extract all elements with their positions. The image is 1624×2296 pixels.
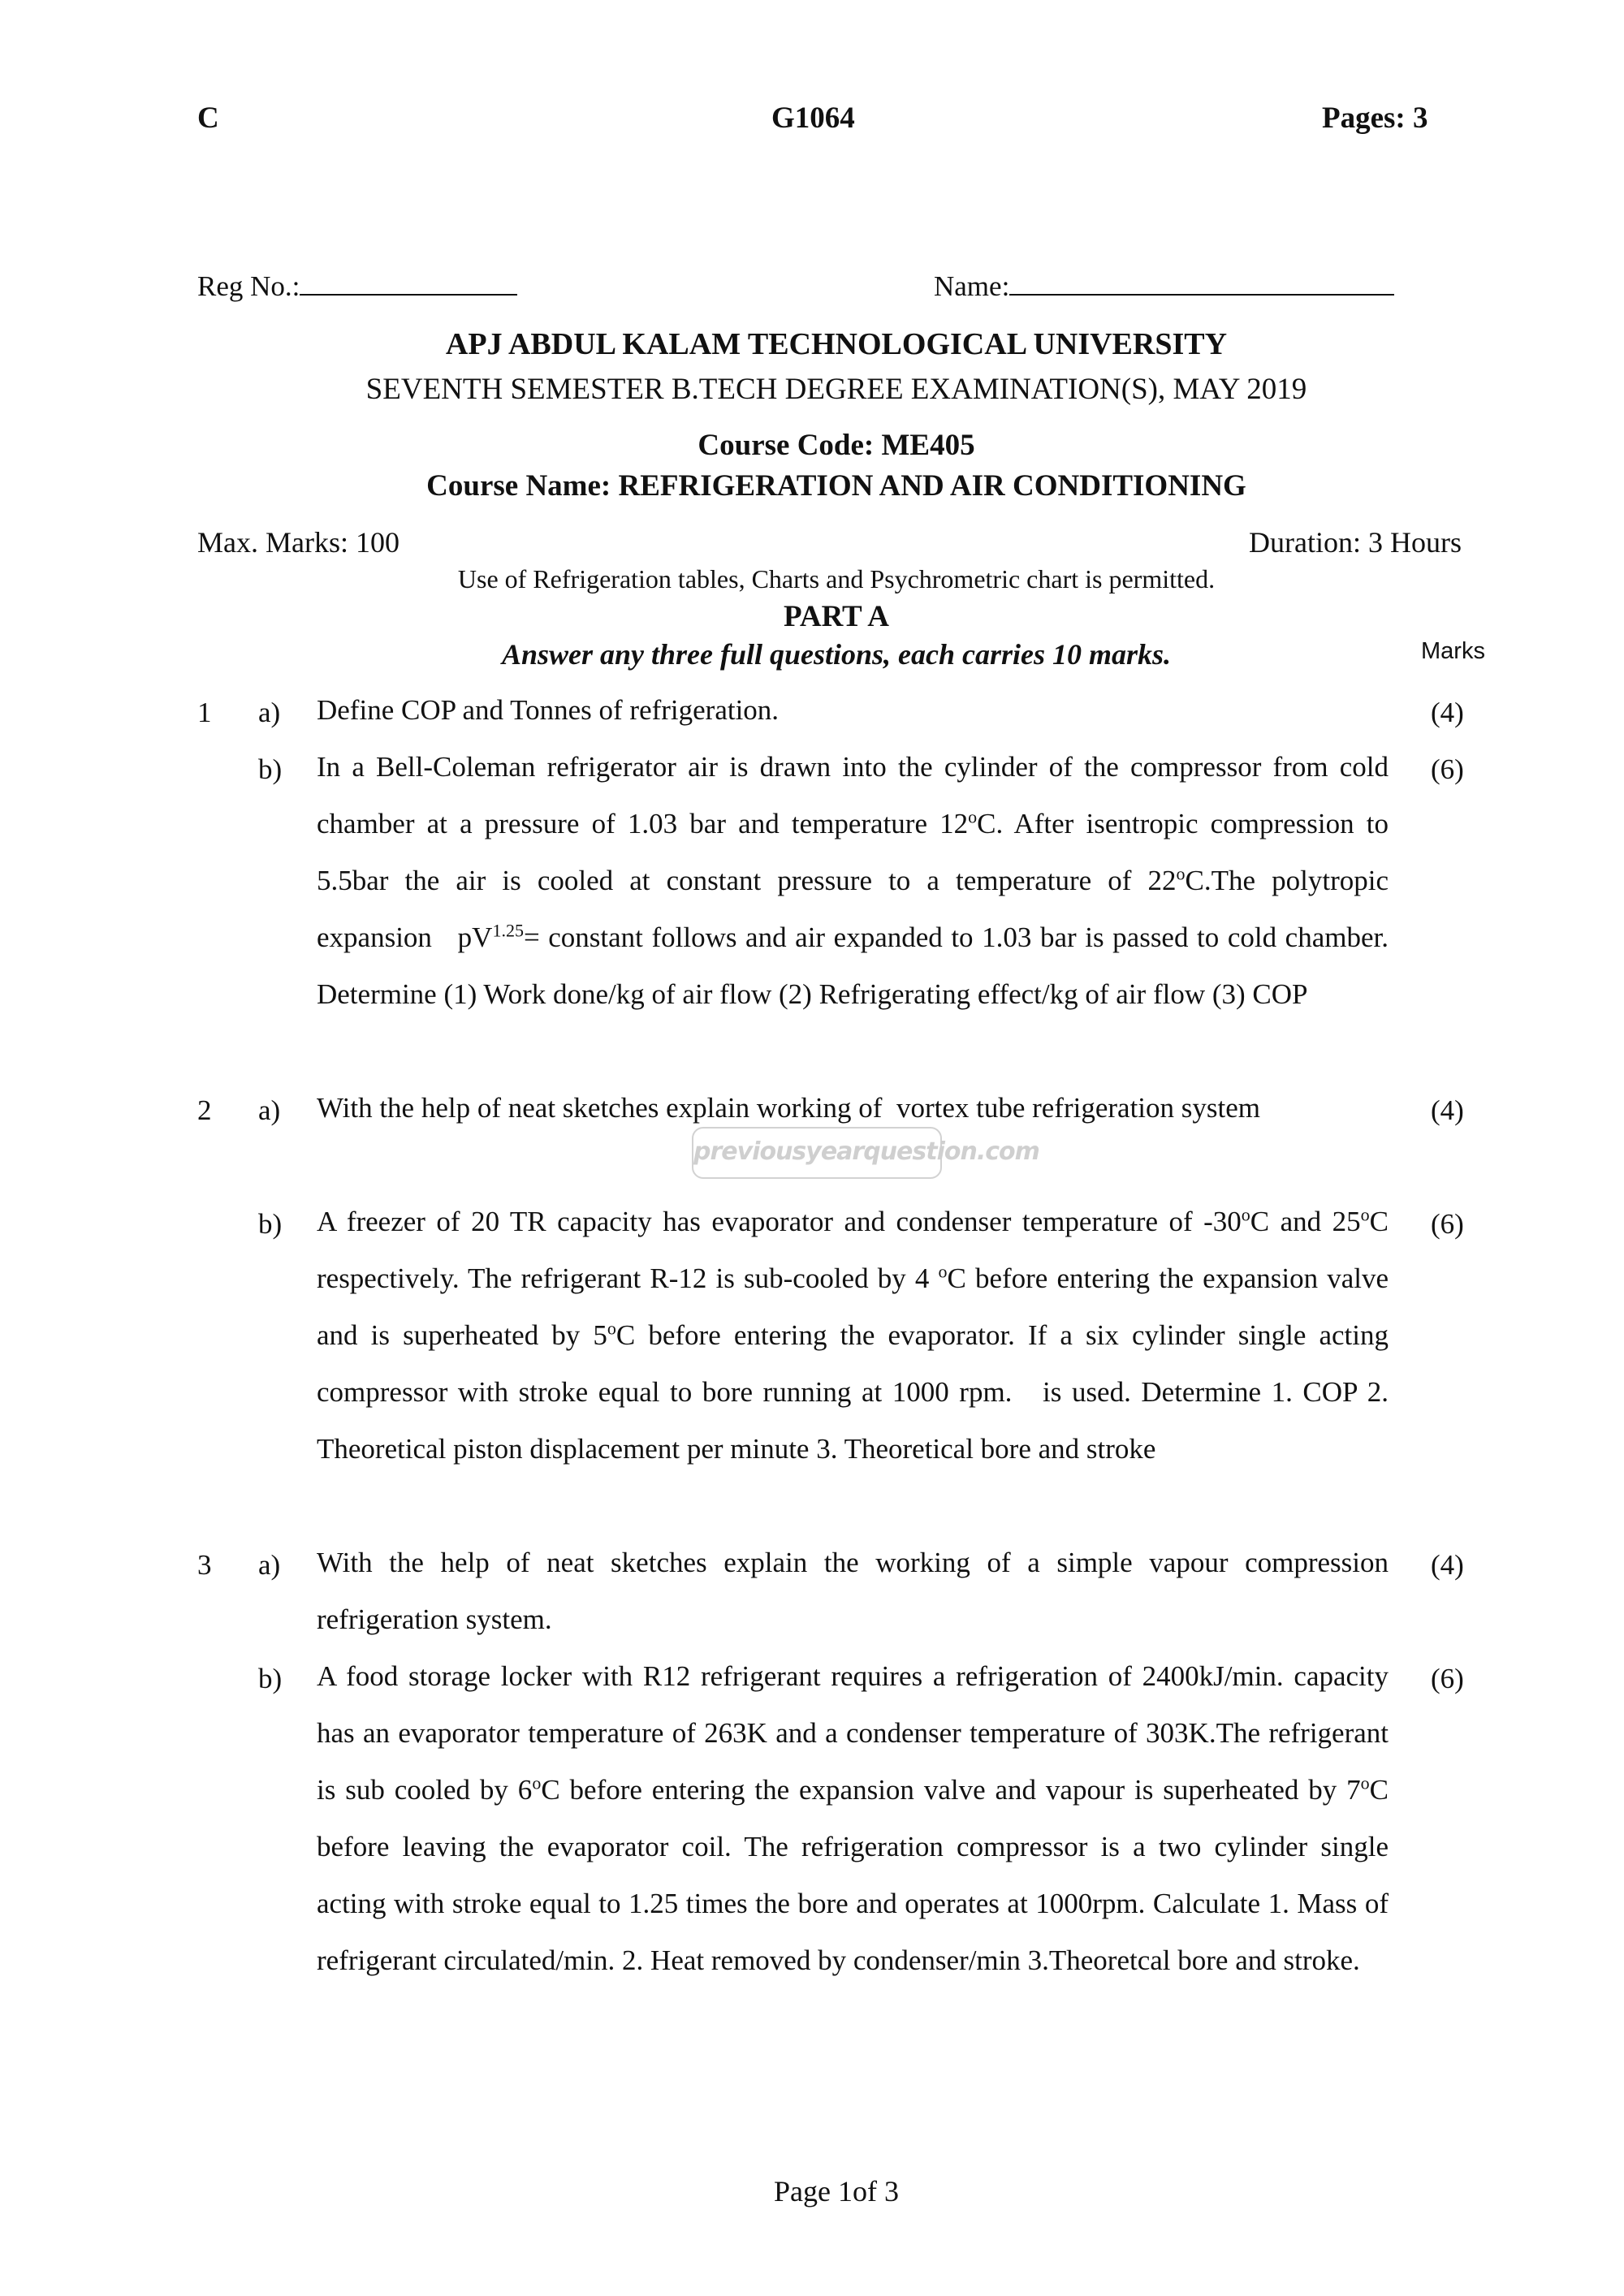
exam-title: SEVENTH SEMESTER B.TECH DEGREE EXAMINATION(S), MAY 2019	[365, 373, 1307, 406]
question-marks: (6)	[1431, 753, 1464, 785]
question-part-label: a)	[258, 1094, 281, 1126]
duration: Duration: 3 Hours	[1249, 526, 1462, 559]
paper-code: G1064	[771, 101, 855, 135]
max-marks: Max. Marks: 100	[197, 526, 400, 559]
watermark-logo: previousyearquestion.com	[692, 1127, 942, 1179]
question-text: Define COP and Tonnes of refrigeration.	[317, 694, 780, 726]
question-text: In a Bell-Coleman refrigerator air is drawn into the cylinder of the compressor from cold chamber at a pressure of 1.03 bar and temperature 12$^o$C. After isentropic compression to 5.5bar the air is cooled at constant pressure to a temperature of 22$^o$C.The polytropic expansion $pV^{1.25}=$ constant follows and air expanded to 1.03 bar is passed to cold chamber. Determine (1) Work done/kg of air flow (2) Refrigerating effect/kg of air flow (3) COP	[317, 751, 1389, 1010]
name-label: Name:	[934, 270, 1010, 302]
question-marks: (4)	[1431, 1549, 1464, 1581]
question-part-label: a)	[258, 697, 281, 728]
marks-column-heading: Marks	[1421, 638, 1485, 664]
question-number: 2	[197, 1094, 212, 1126]
question-text: With the help of neat sketches explain the working of a simple vapour compression refrigeration system.	[317, 1547, 1389, 1635]
question-part-label: b)	[258, 753, 283, 785]
question-marks: (6)	[1431, 1208, 1464, 1240]
page-count: Pages: 3	[1322, 101, 1428, 135]
question-part-label: a)	[258, 1549, 281, 1581]
question-number: 3	[197, 1549, 212, 1581]
page-footer: Page 1of 3	[774, 2175, 899, 2208]
course-name: Course Name: REFRIGERATION AND AIR CONDITIONING	[426, 469, 1246, 503]
question-text: A food storage locker with R12 refrigerant requires a refrigeration of 2400kJ/min. capacity has an evaporator temperature of 263K and a condenser temperature of 303K.The refrigerant is sub cooled by 6$^o$C before entering the expansion valve and vapour is superheated by 7$^o$C before leaving the evaporator coil. The refrigeration compressor is a two cylinder single acting with stroke equal to 1.25 times the bore and operates at 1000rpm. Calculate 1. Mass of refrigerant circulated/min. 2. Heat removed by condenser/min 3.Theoretcal bore and stroke.	[317, 1660, 1389, 1976]
question-marks: (6)	[1431, 1663, 1464, 1694]
series-letter: C	[197, 101, 219, 135]
question-number: 1	[197, 697, 212, 728]
reg-no-field	[197, 270, 517, 303]
reg-no-label: Reg No.:	[197, 270, 300, 302]
course-code: Course Code: ME405	[698, 429, 975, 462]
name-blank	[1009, 270, 1394, 296]
university-name: APJ ABDUL KALAM TECHNOLOGICAL UNIVERSITY	[445, 327, 1228, 361]
question-marks: (4)	[1431, 1094, 1464, 1126]
question-marks: (4)	[1431, 697, 1464, 728]
part-heading: PART A	[784, 600, 889, 633]
question-part-label: b)	[258, 1663, 283, 1694]
question-text: With the help of neat sketches explain working of vortex tube refrigeration system	[317, 1092, 1260, 1124]
name-field	[934, 270, 1394, 303]
permission-note: Use of Refrigeration tables, Charts and Psychrometric chart is permitted.	[457, 564, 1216, 593]
question-part-label: b)	[258, 1208, 283, 1240]
reg-no-blank	[300, 270, 517, 296]
question-text: A freezer of 20 TR capacity has evaporator and condenser temperature of -30$^o$C and 25$^o$C respectively. The refrigerant R-12 is sub-cooled by 4 $^o$C before entering the expansion valve and is superheated by 5$^o$C before entering the evaporator. If a six cylinder single acting compressor with stroke equal to bore running at 1000 rpm. is used. Determine 1. COP 2. Theoretical piston displacement per minute 3. Theoretical bore and stroke	[317, 1204, 1389, 1465]
part-instruction: Answer any three full questions, each carries 10 marks.	[501, 638, 1172, 671]
